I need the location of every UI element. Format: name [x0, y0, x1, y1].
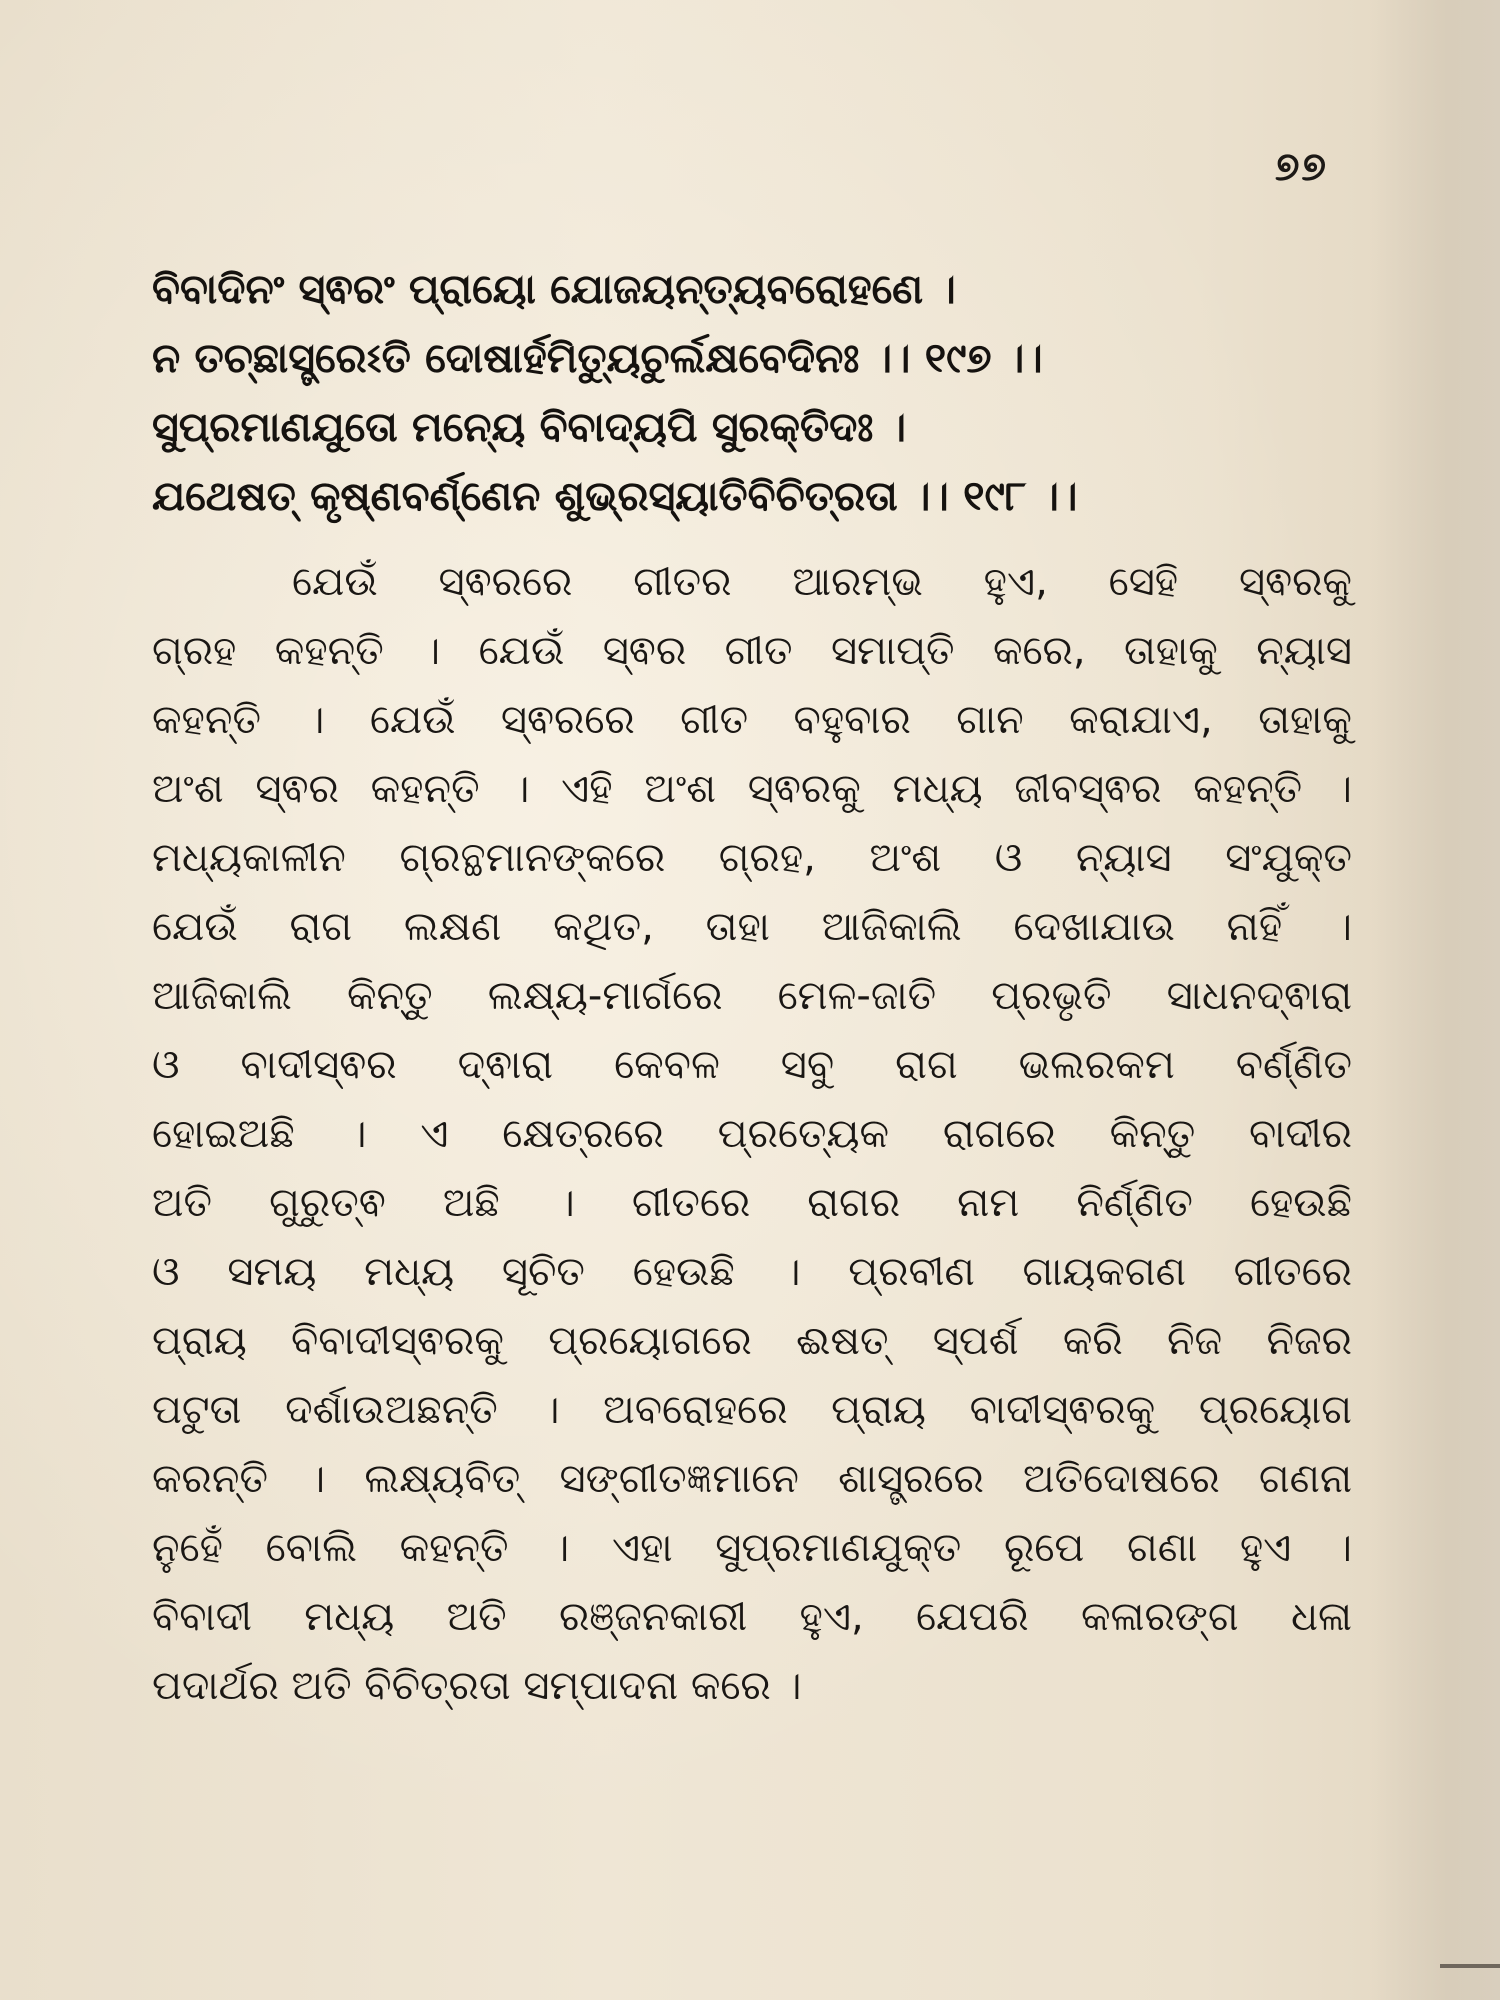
- prose-line: ବିବାଦୀ ମଧ୍ୟ ଅତି ରଞ୍ଜନକାରୀ ହୁଏ, ଯେପରି କଳାରଙ୍ଗ ଧଳା: [152, 1594, 1352, 1640]
- page-edge-mark: [1440, 1964, 1500, 1968]
- prose-line: ଆଜିକାଲି କିନ୍ତୁ ଲକ୍ଷ୍ୟ-ମାର୍ଗରେ ମେଳ-ଜାତି ପ୍ରଭୃତି ସାଧନଦ୍ଵାରା: [152, 973, 1352, 1019]
- prose-line: ଯେଉଁ ରାଗ ଲକ୍ଷଣ କଥିତ, ତାହା ଆଜିକାଲି ଦେଖାଯାଉ ନାହିଁ ।: [152, 904, 1352, 950]
- prose-line: କରନ୍ତି । ଲକ୍ଷ୍ୟବିତ୍ ସଙ୍ଗୀତଜ୍ଞମାନେ ଶାସ୍ତ୍ରରେ ଅତିଦୋଷରେ ଗଣନା: [152, 1456, 1352, 1502]
- verse-line: ନ ତଚ୍ଛାସ୍ତ୍ରେଽତି ଦୋଷାର୍ହମିତ୍ୟୁଚୁର୍ଲକ୍ଷବେଦିନଃ ।। ୧୯୭ ।।: [152, 334, 1043, 382]
- prose-line: ପଟୁତା ଦର୍ଶାଉଅଛନ୍ତି । ଅବରୋହରେ ପ୍ରାୟ ବାଦୀସ୍ଵରକୁ ପ୍ରୟୋଗ: [152, 1387, 1352, 1433]
- prose-line: ନୁହେଁ ବୋଲି କହନ୍ତି । ଏହା ସୁପ୍ରମାଣଯୁକ୍ତ ରୂପେ ଗଣା ହୁଏ ।: [152, 1525, 1352, 1571]
- page-number: ୭୭: [1275, 144, 1328, 190]
- prose-line: ହୋଇଅଛି । ଏ କ୍ଷେତ୍ରରେ ପ୍ରତ୍ୟେକ ରାଗରେ କିନ୍ତୁ ବାଦୀର: [152, 1111, 1352, 1157]
- prose-line: ଗ୍ରହ କହନ୍ତି । ଯେଉଁ ସ୍ଵର ଗୀତ ସମାପ୍ତି କରେ, ତାହାକୁ ନ୍ୟାସ: [152, 628, 1352, 674]
- prose-line: ଅତି ଗୁରୁତ୍ଵ ଅଛି । ଗୀତରେ ରାଗର ନାମ ନିର୍ଣ୍ଣିତ ହେଉଛି: [152, 1180, 1352, 1226]
- page-edge-shadow: [1370, 0, 1500, 2000]
- prose-line: ଓ ବାଦୀସ୍ଵର ଦ୍ଵାରା କେବଳ ସବୁ ରାଗ ଭଲରକମ ବର୍ଣ୍ଣିତ: [152, 1042, 1352, 1088]
- prose-line: ପଦାର୍ଥର ଅତି ବିଚିତ୍ରତା ସମ୍ପାଦନା କରେ ।: [152, 1663, 802, 1709]
- prose-line: ପ୍ରାୟ ବିବାଦୀସ୍ଵରକୁ ପ୍ରୟୋଗରେ ଈଷତ୍ ସ୍ପର୍ଶ କରି ନିଜ ନିଜର: [152, 1318, 1352, 1364]
- verse-line: ବିବାଦିନଂ ସ୍ଵରଂ ପ୍ରାୟୋ ଯୋଜୟନ୍ତ୍ୟବରୋହଣେ ।: [152, 265, 956, 313]
- prose-line: ମଧ୍ୟକାଳୀନ ଗ୍ରନ୍ଥମାନଙ୍କରେ ଗ୍ରହ, ଅଂଶ ଓ ନ୍ୟାସ ସଂଯୁକ୍ତ: [152, 835, 1352, 881]
- verse-line: ସୁପ୍ରମାଣଯୁତୋ ମନ୍ୟେ ବିବାଦ୍ୟପି ସୁରକ୍ତିଦଃ ।: [152, 403, 907, 451]
- commentary-paragraph: [152, 548, 1352, 1721]
- prose-line: ଓ ସମୟ ମଧ୍ୟ ସୂଚିତ ହେଉଛି । ପ୍ରବୀଣ ଗାୟକଗଣ ଗୀତରେ: [152, 1249, 1352, 1295]
- prose-line: ଯେଉଁ ସ୍ଵରରେ ଗୀତର ଆରମ୍ଭ ହୁଏ, ସେହି ସ୍ଵରକୁ: [292, 559, 1352, 605]
- sanskrit-verses: [152, 255, 1352, 531]
- prose-line: ଅଂଶ ସ୍ଵର କହନ୍ତି । ଏହି ଅଂଶ ସ୍ଵରକୁ ମଧ୍ୟ ଜୀବସ୍ଵର କହନ୍ତି ।: [152, 766, 1352, 812]
- prose-line: କହନ୍ତି । ଯେଉଁ ସ୍ଵରରେ ଗୀତ ବହୁବାର ଗାନ କରାଯାଏ, ତାହାକୁ: [152, 697, 1352, 743]
- verse-line: ଯଥେଷତ୍ କୃଷ୍ଣବର୍ଣ୍ଣେନ ଶୁଭ୍ରସ୍ୟାତିବିଚିତ୍ରତା ।। ୧୯୮ ।।: [152, 472, 1078, 520]
